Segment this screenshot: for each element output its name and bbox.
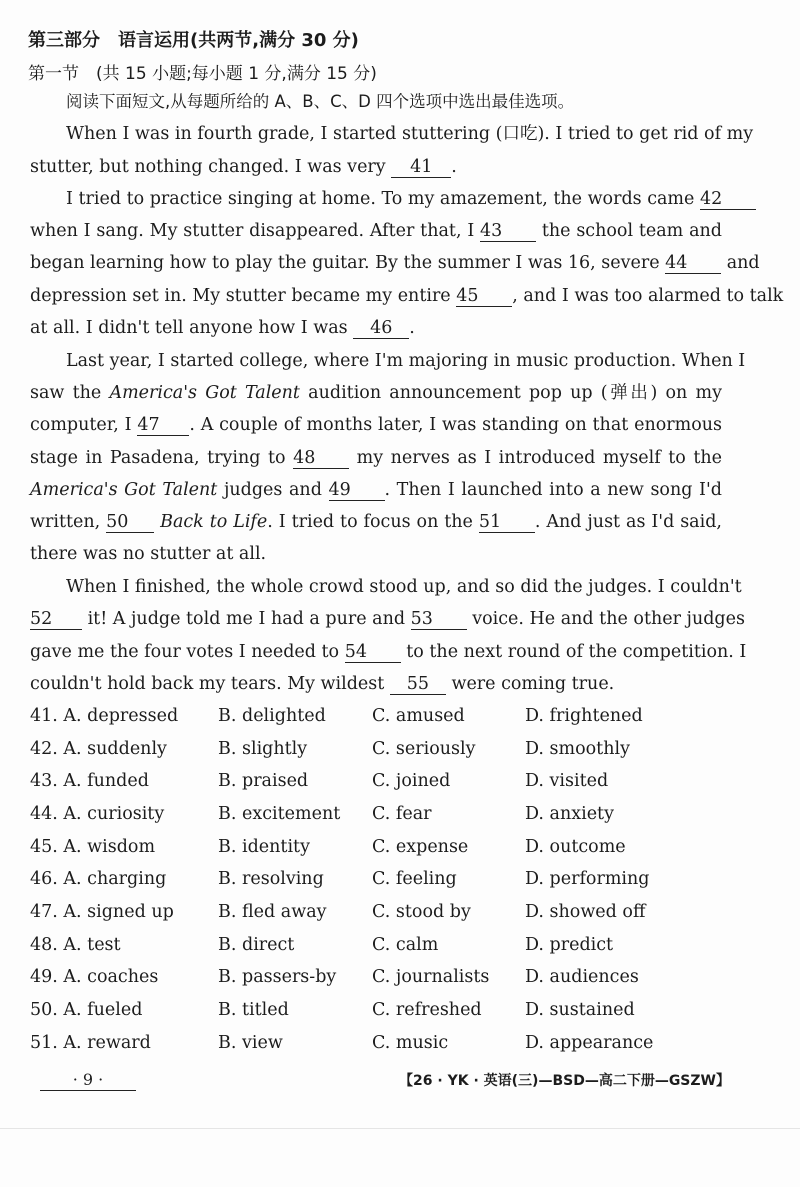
- option-c: C. expense: [372, 837, 469, 857]
- option-c: C. stood by: [372, 902, 471, 922]
- section-title: 第一节 (共 15 小题;每小题 1 分,满分 15 分): [28, 64, 377, 84]
- passage-line: America's Got Talent judges and 49 . Then I launched into a new song I'd: [30, 480, 722, 500]
- option-c: C. joined: [372, 771, 451, 791]
- option-c: C. amused: [372, 706, 465, 726]
- passage-line: Last year, I started college, where I'm majoring in music production. When I: [66, 351, 746, 371]
- option-a: 43. A. funded: [30, 771, 149, 791]
- instruction: 阅读下面短文,从每题所给的 A、B、C、D 四个选项中选出最佳选项。: [66, 92, 575, 111]
- option-a: 42. A. suddenly: [30, 739, 167, 759]
- blank-48: 48: [293, 448, 349, 469]
- option-b: B. identity: [218, 837, 310, 857]
- passage-line: 52 it! A judge told me I had a pure and 53 voice. He and the other judges: [30, 609, 745, 629]
- option-d: D. sustained: [525, 1000, 635, 1020]
- option-b: B. direct: [218, 935, 295, 955]
- option-c: C. calm: [372, 935, 439, 955]
- option-d: D. performing: [525, 869, 650, 889]
- option-d: D. visited: [525, 771, 609, 791]
- blank-53: 53: [411, 609, 467, 630]
- option-b: B. delighted: [218, 706, 326, 726]
- option-b: B. resolving: [218, 869, 324, 889]
- option-c: C. music: [372, 1033, 449, 1053]
- option-a: 47. A. signed up: [30, 902, 174, 922]
- blank-52: 52: [30, 609, 82, 630]
- option-b: B. titled: [218, 1000, 289, 1020]
- page-number: · 9 ·: [40, 1070, 136, 1091]
- passage-line: began learning how to play the guitar. By the summer I was 16, severe 44 and: [30, 253, 760, 273]
- option-a: 51. A. reward: [30, 1033, 151, 1053]
- blank-51: 51: [479, 512, 535, 533]
- option-d: D. showed off: [525, 902, 646, 922]
- option-c: C. journalists: [372, 967, 490, 987]
- blank-54: 54: [345, 642, 401, 663]
- passage-line: gave me the four votes I needed to 54 to the next round of the competition. I: [30, 642, 747, 662]
- option-d: D. audiences: [525, 967, 639, 987]
- option-b: B. passers-by: [218, 967, 337, 987]
- passage-line: when I sang. My stutter disappeared. After that, I 43 the school team and: [30, 221, 722, 241]
- option-b: B. excitement: [218, 804, 341, 824]
- passage-line: there was no stutter at all.: [30, 544, 267, 564]
- blank-45: 45: [456, 286, 512, 307]
- blank-55: 55: [390, 674, 446, 695]
- option-a: 41. A. depressed: [30, 706, 179, 726]
- passage-line: at all. I didn't tell anyone how I was 46 .: [30, 318, 415, 338]
- bottom-divider: [0, 1128, 800, 1129]
- option-c: C. fear: [372, 804, 432, 824]
- option-c: C. seriously: [372, 739, 476, 759]
- option-d: D. anxiety: [525, 804, 614, 824]
- option-a: 50. A. fueled: [30, 1000, 143, 1020]
- option-c: C. refreshed: [372, 1000, 482, 1020]
- exam-code: 【26 · YK · 英语(三)—BSD—高二下册—GSZW】: [399, 1073, 730, 1089]
- option-a: 48. A. test: [30, 935, 121, 955]
- passage-line: saw the America's Got Talent audition announcement pop up (弹出) on my: [30, 383, 722, 403]
- option-a: 45. A. wisdom: [30, 837, 156, 857]
- option-c: C. feeling: [372, 869, 457, 889]
- option-b: B. fled away: [218, 902, 327, 922]
- part-title: 第三部分 语言运用(共两节,满分 30 分): [28, 30, 359, 51]
- blank-49: 49: [329, 480, 385, 501]
- option-d: D. smoothly: [525, 739, 630, 759]
- passage-line: depression set in. My stutter became my entire 45 , and I was too alarmed to talk: [30, 286, 784, 306]
- passage-line: When I was in fourth grade, I started stuttering (口吃). I tried to get rid of my: [66, 124, 754, 144]
- passage-line: I tried to practice singing at home. To my amazement, the words came 42: [66, 187, 722, 211]
- option-a: 44. A. curiosity: [30, 804, 165, 824]
- blank-46: 46: [353, 318, 409, 339]
- option-b: B. praised: [218, 771, 309, 791]
- blank-44: 44: [665, 253, 721, 274]
- blank-50: 50: [106, 512, 154, 533]
- option-b: B. view: [218, 1033, 283, 1053]
- option-d: D. outcome: [525, 837, 626, 857]
- passage-line: When I finished, the whole crowd stood up, and so did the judges. I couldn't: [66, 577, 742, 597]
- passage-line: computer, I 47 . A couple of months later, I was standing on that enormous: [30, 415, 722, 435]
- blank-41: 41: [391, 157, 451, 178]
- option-a: 46. A. charging: [30, 869, 167, 889]
- option-a: 49. A. coaches: [30, 967, 159, 987]
- passage-line: couldn't hold back my tears. My wildest 55 were coming true.: [30, 674, 615, 694]
- option-b: B. slightly: [218, 739, 308, 759]
- option-d: D. frightened: [525, 706, 643, 726]
- blank-43: 43: [480, 221, 536, 242]
- blank-42: 42: [700, 189, 756, 210]
- passage-line: written, 50 Back to Life. I tried to focus on the 51 . And just as I'd said,: [30, 512, 722, 532]
- option-d: D. predict: [525, 935, 614, 955]
- passage-line: stage in Pasadena, trying to 48 my nerves as I introduced myself to the: [30, 448, 722, 468]
- passage-line: stutter, but nothing changed. I was very 41 .: [30, 157, 457, 177]
- blank-47: 47: [137, 415, 189, 436]
- option-d: D. appearance: [525, 1033, 654, 1053]
